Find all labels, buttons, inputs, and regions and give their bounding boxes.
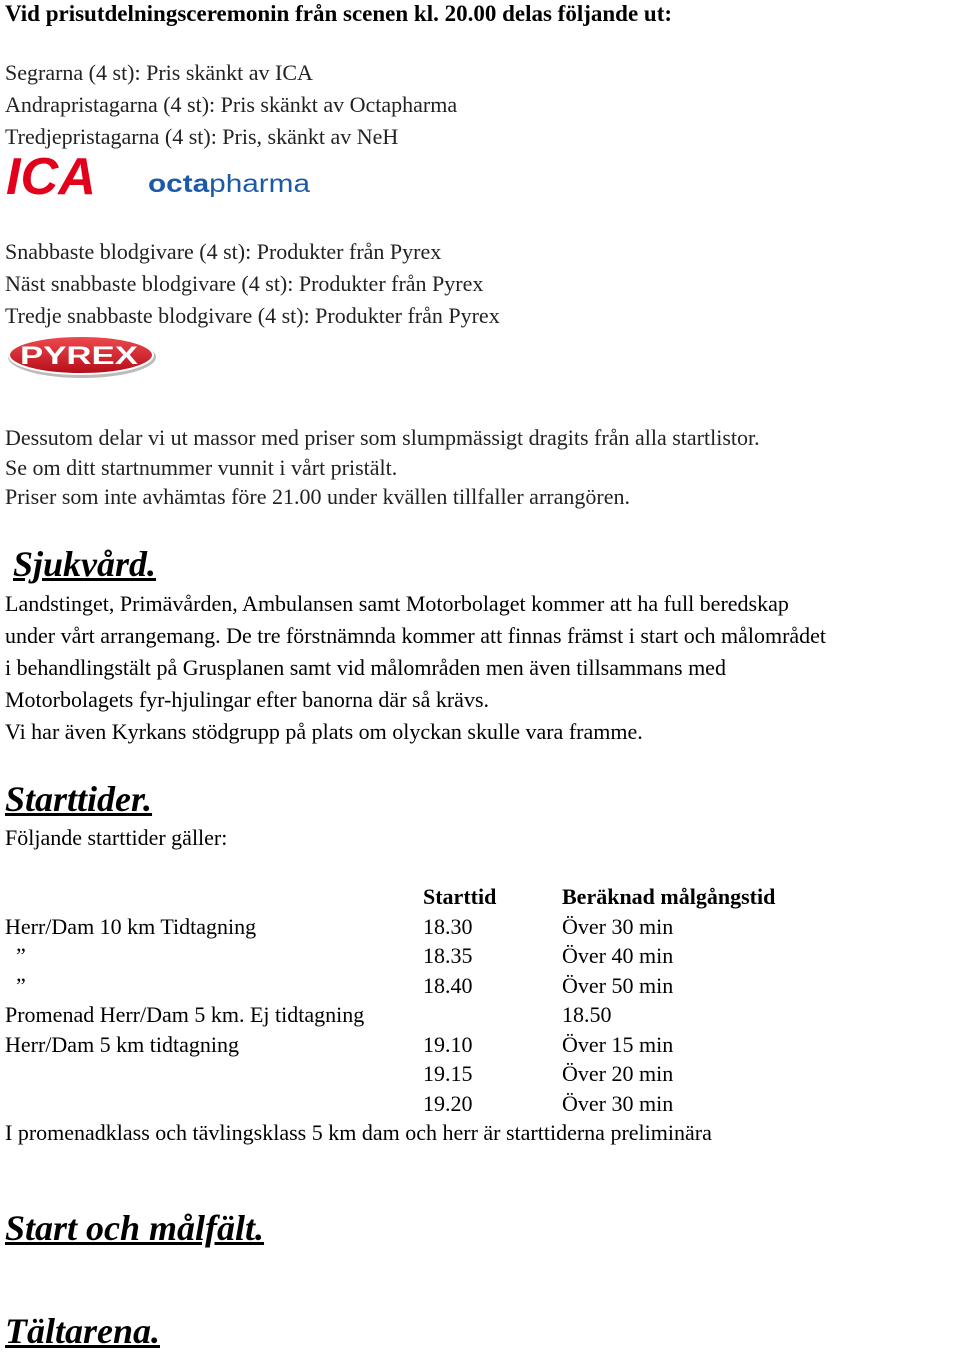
heading-starttider: Starttider. (5, 779, 153, 819)
table-row-class: ” (16, 943, 26, 968)
sjukvard-line-5: Vi har även Kyrkans stödgrupp på plats om olyckan skulle vara framme. (5, 719, 643, 744)
table-row-class: ” (16, 973, 26, 998)
heading-start-malfalt: Start och målfält. (5, 1208, 265, 1248)
sjukvard-line-1: Landstinget, Primävården, Ambulansen samt Motorbolaget kommer att ha full beredskap (5, 591, 789, 616)
sjukvard-line-4: Motorbolagets fyr-hjulingar efter banorna där så krävs. (5, 687, 489, 712)
octapharma-logo-text-b: pharma (209, 170, 294, 198)
table-row-finish: Över 30 min (562, 914, 674, 939)
sjukvard-line-2: under vårt arrangemang. De tre förstnämnda kommer att finnas främst i start och målområdet (5, 623, 827, 648)
starttider-note: I promenadklass och tävlingsklass 5 km dam och herr är starttiderna preliminära (5, 1120, 712, 1145)
random-prize-2: Se om ditt startnummer vunnit i vårt pristält. (5, 455, 398, 480)
blood-prize-2: Näst snabbaste blodgivare (4 st): Produkter från Pyrex (5, 271, 484, 296)
octapharma-logo (148, 168, 310, 198)
table-row-finish: Över 20 min (562, 1061, 674, 1086)
table-row-start: 19.20 (423, 1091, 473, 1116)
starttider-intro: Följande starttider gäller: (5, 825, 228, 850)
table-row-start: 18.40 (423, 973, 473, 998)
table-row-class: Promenad Herr/Dam 5 km. Ej tidtagning (5, 1002, 365, 1027)
table-row-finish: 18.50 (562, 1002, 612, 1027)
table-row-finish: Över 40 min (562, 943, 674, 968)
table-row-start: 19.10 (423, 1032, 473, 1057)
random-prize-3: Priser som inte avhämtas före 21.00 under kvällen tillfaller arrangören. (5, 484, 630, 509)
table-row-finish: Över 50 min (562, 973, 674, 998)
random-prize-1: Dessutom delar vi ut massor med priser som slumpmässigt dragits från alla startlistor. (5, 425, 760, 450)
table-row-finish: Över 15 min (562, 1032, 674, 1057)
prize-line-1: Segrarna (4 st): Pris skänkt av ICA (5, 60, 313, 85)
col-header-malgangstid: Beräknad målgångstid (562, 884, 776, 909)
octapharma-logo-text-a: octa (148, 170, 200, 198)
svg-text:octapharma (148, 170, 310, 198)
table-row-start: 18.30 (423, 914, 473, 939)
blood-prize-3: Tredje snabbaste blodgivare (4 st): Produkter från Pyrex (5, 303, 500, 328)
col-header-starttid: Starttid (423, 884, 497, 909)
prize-line-3: Tredjepristagarna (4 st): Pris, skänkt av NeH (5, 124, 399, 149)
heading-taltarena: Tältarena. (5, 1311, 161, 1351)
heading-sjukvard: Sjukvård. (13, 544, 157, 584)
table-row-start: 19.15 (423, 1061, 473, 1086)
table-row-start: 18.35 (423, 943, 473, 968)
blood-prize-1: Snabbaste blodgivare (4 st): Produkter från Pyrex (5, 239, 442, 264)
pyrex-logo (6, 334, 158, 380)
intro-text: Vid prisutdelningsceremonin från scenen kl. 20.00 delas följande ut: (5, 1, 673, 26)
prize-line-2: Andrapristagarna (4 st): Pris skänkt av Octapharma (5, 92, 458, 117)
ica-logo (6, 150, 98, 198)
sjukvard-line-3: i behandlingstält på Grusplanen samt vid målområden men även tillsammans med (5, 655, 726, 680)
pyrex-logo-text: PYREX (20, 342, 139, 370)
table-row-class: Herr/Dam 5 km tidtagning (5, 1032, 240, 1057)
table-row-finish: Över 30 min (562, 1091, 674, 1116)
table-row-class: Herr/Dam 10 km Tidtagning (5, 914, 257, 939)
ica-logo-text: ICA (6, 150, 96, 198)
